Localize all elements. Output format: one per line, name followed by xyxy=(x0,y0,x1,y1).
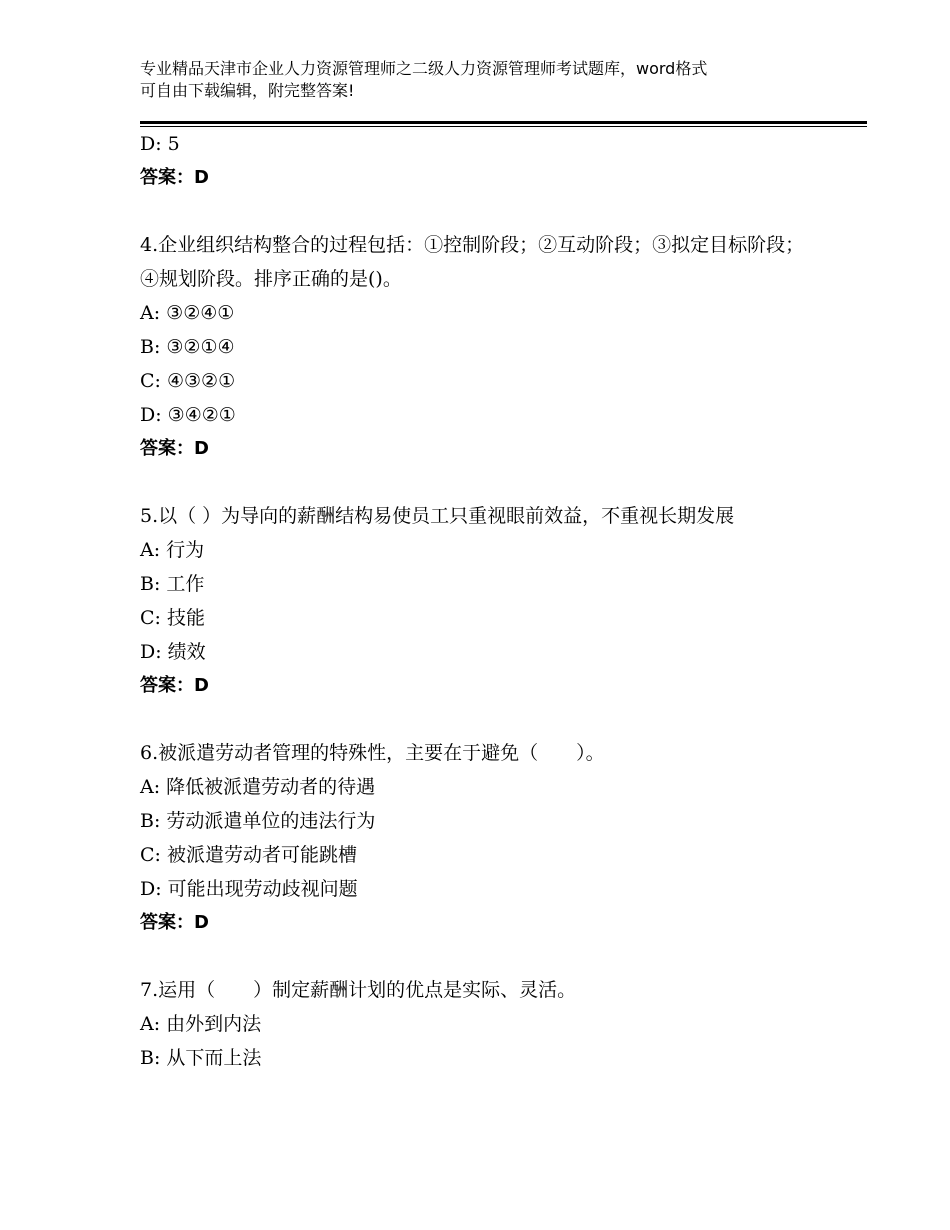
option-a: A: 由外到内法 xyxy=(140,1013,262,1035)
option-b: B: 从下而上法 xyxy=(140,1047,262,1069)
answer-line: 答案：D xyxy=(140,675,209,696)
option-a: A: 降低被派遣劳动者的待遇 xyxy=(140,776,376,798)
option-a: A: 行为 xyxy=(140,539,205,561)
answer-line: 答案：D xyxy=(140,912,209,933)
option-b: B: 工作 xyxy=(140,573,205,595)
spacer xyxy=(140,195,820,228)
option-d: D: 5 xyxy=(140,133,180,155)
option-d: D: ③④②① xyxy=(140,404,236,426)
option-d: D: 可能出现劳动歧视问题 xyxy=(140,878,358,900)
document-header xyxy=(140,58,840,102)
option-b: B: ③②①④ xyxy=(140,336,235,358)
question-6 xyxy=(140,736,820,940)
option-a: A: ③②④① xyxy=(140,302,235,324)
question-4 xyxy=(140,228,820,466)
header-line-2: 可自由下载编辑，附完整答案! xyxy=(140,81,355,100)
question-text: 5.以（ ）为导向的薪酬结构易使员工只重视眼前效益，不重视长期发展 xyxy=(140,505,735,527)
question-7 xyxy=(140,973,820,1075)
spacer xyxy=(140,703,820,736)
option-c: C: 技能 xyxy=(140,607,205,629)
option-b: B: 劳动派遣单位的违法行为 xyxy=(140,810,376,832)
spacer xyxy=(140,940,820,973)
header-rule-thick xyxy=(140,121,867,124)
option-c: C: 被派遣劳动者可能跳槽 xyxy=(140,844,357,866)
question-text: 7.运用（ ）制定薪酬计划的优点是实际、灵活。 xyxy=(140,979,577,1001)
question-text: 4.企业组织结构整合的过程包括：①控制阶段；②互动阶段；③拟定目标阶段；④规划阶段。排序正确的是()。 xyxy=(140,234,805,290)
option-d: D: 绩效 xyxy=(140,641,206,663)
question-list xyxy=(140,127,820,1075)
header-line-1: 专业精品天津市企业人力资源管理师之二级人力资源管理师考试题库，word格式 xyxy=(140,59,708,78)
spacer xyxy=(140,466,820,499)
option-c: C: ④③②① xyxy=(140,370,236,392)
question-5 xyxy=(140,499,820,703)
carry-over-block xyxy=(140,127,820,195)
answer-line: 答案：D xyxy=(140,438,209,459)
answer-line: 答案：D xyxy=(140,167,209,188)
question-text: 6.被派遣劳动者管理的特殊性，主要在于避免（ ）。 xyxy=(140,742,605,764)
